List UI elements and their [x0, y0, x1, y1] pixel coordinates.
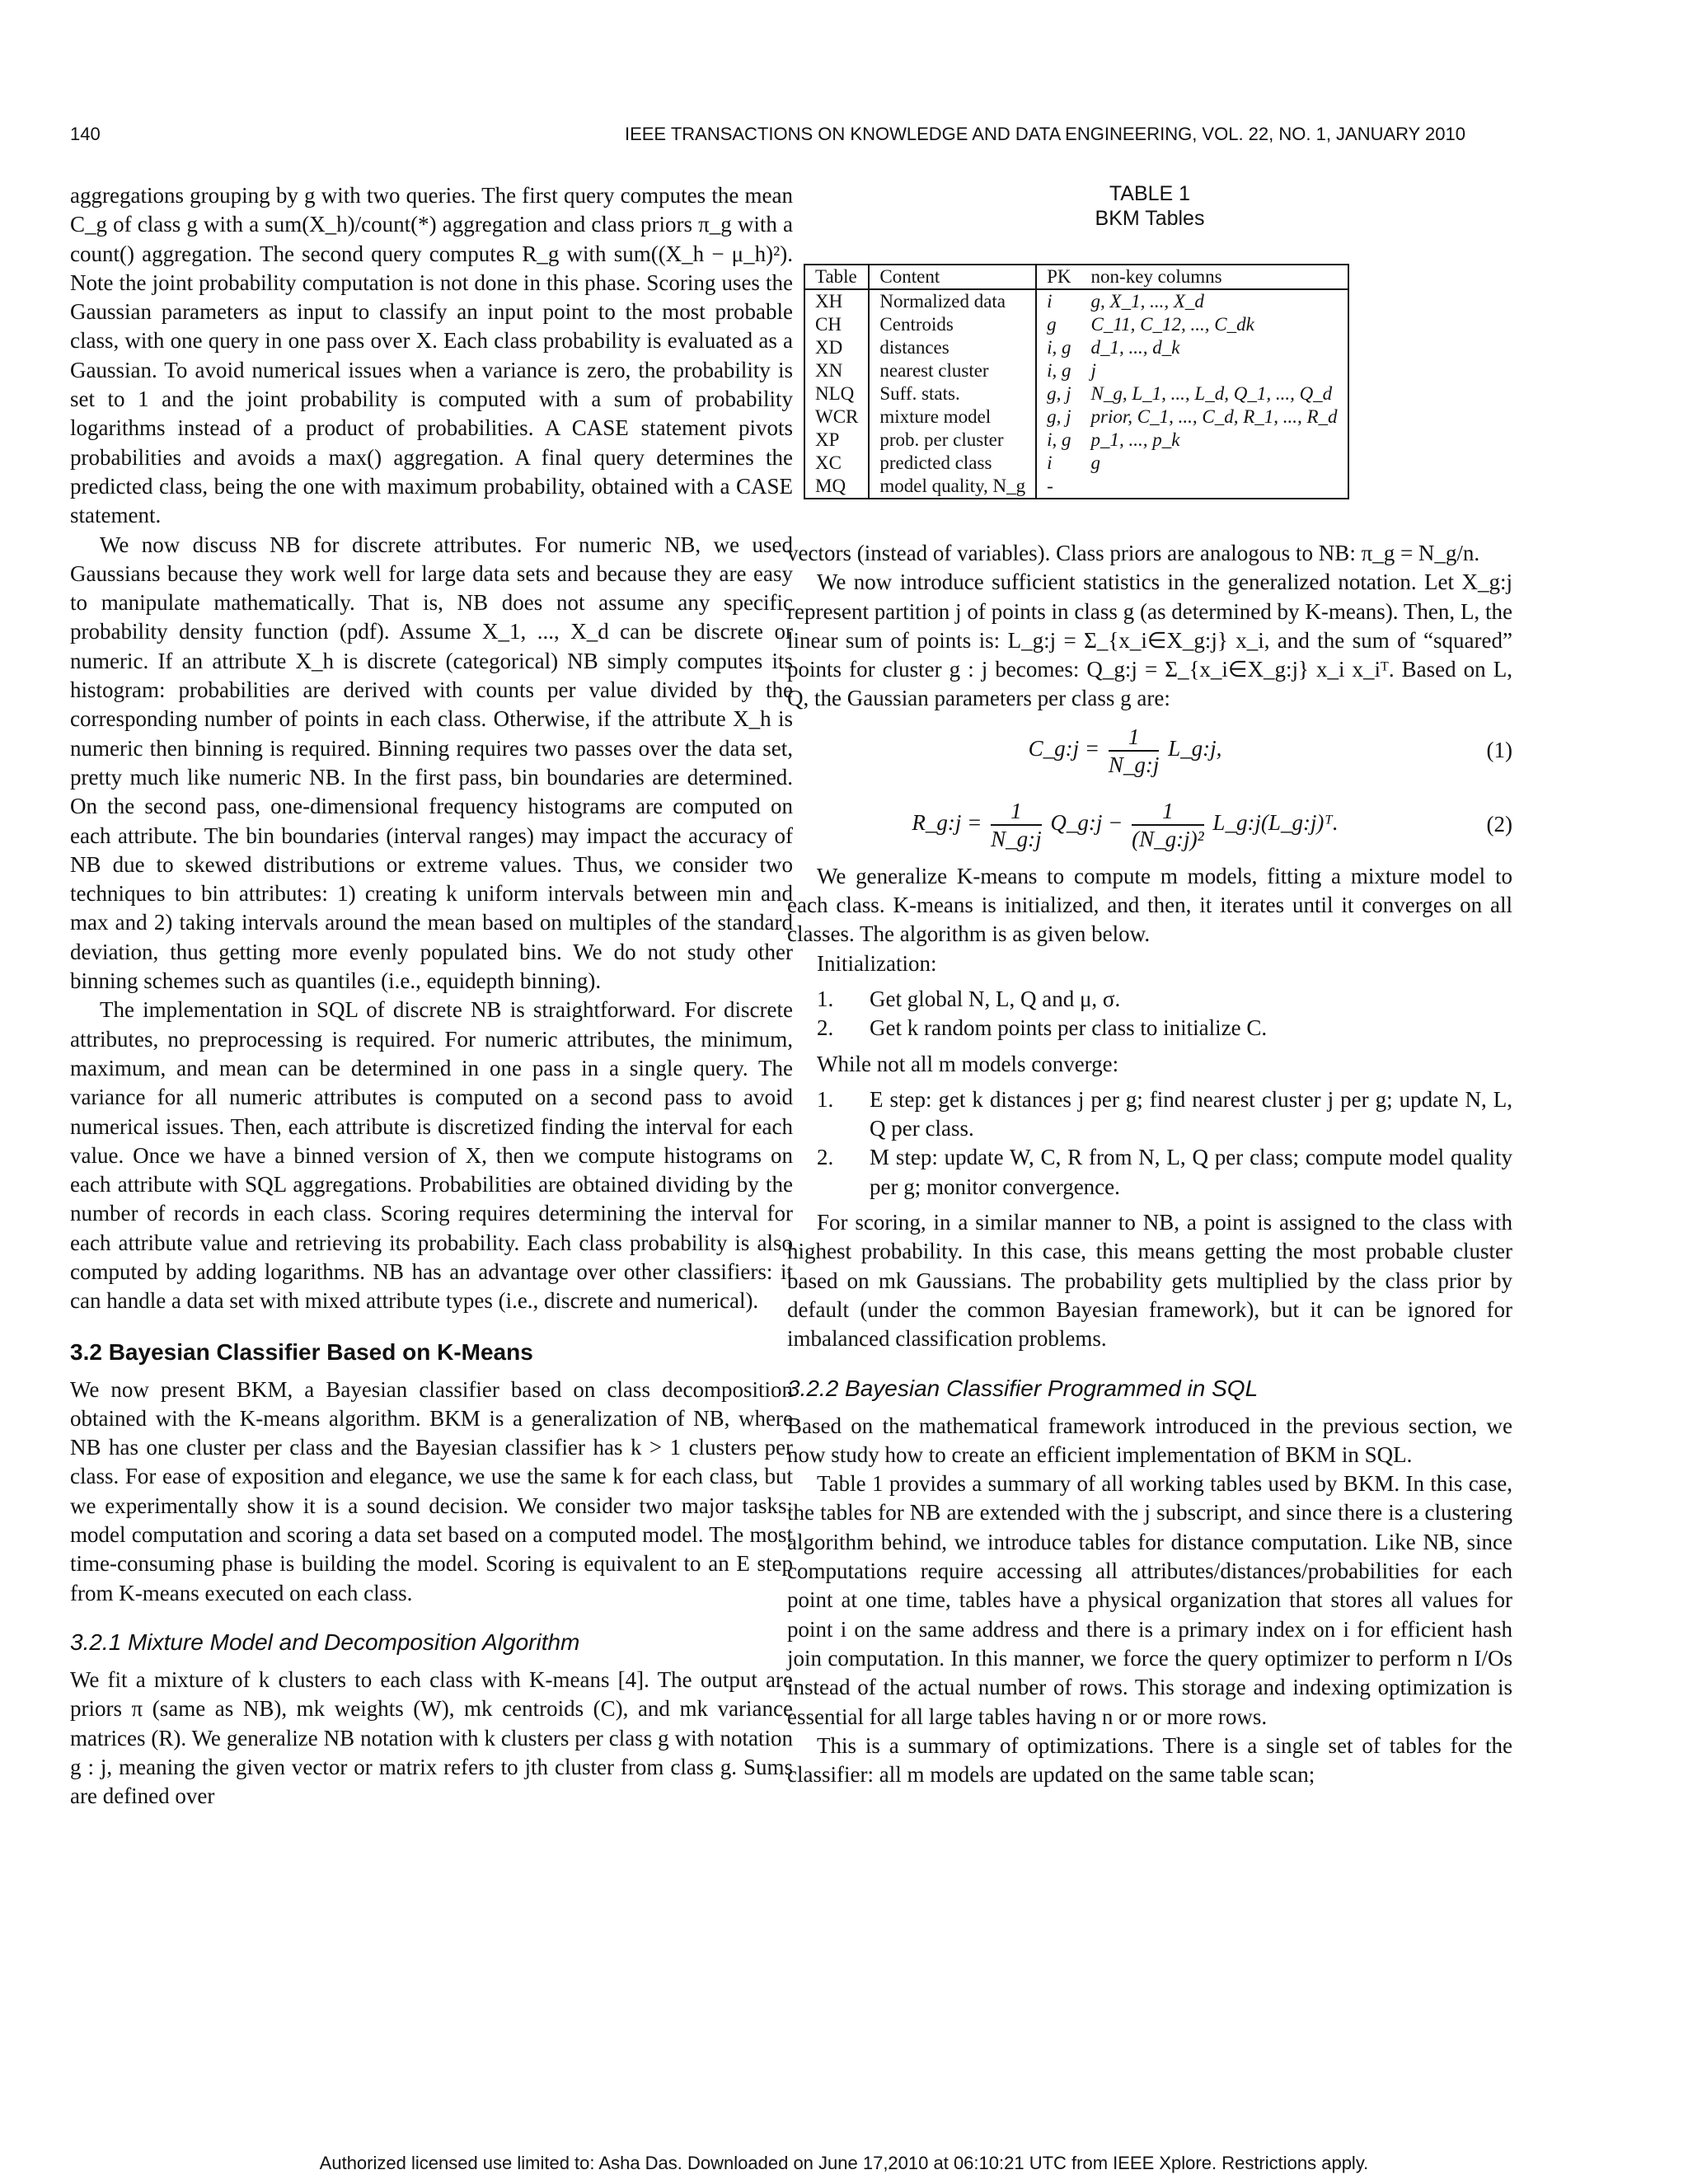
table-row	[804, 429, 1348, 452]
table-title: BKM Tables	[1095, 207, 1205, 230]
init-list	[787, 985, 1512, 1043]
table-cell: C_11, C_12, ..., C_dk	[1090, 314, 1254, 335]
table-cell: MQ	[815, 476, 846, 496]
right-column	[787, 181, 1512, 1789]
equation-number: (2)	[1486, 812, 1512, 837]
equation-2	[787, 788, 1512, 862]
table-cell: predicted class	[869, 452, 1036, 475]
table-header-cell: Table	[815, 266, 857, 287]
numerator: 1	[991, 798, 1042, 826]
table-cell: Normalized data	[869, 289, 1036, 313]
table-cell: i	[1036, 289, 1081, 313]
paragraph: We now present BKM, a Bayesian classifier based on class decomposition obtained with the K-means algorithm. BKM is a generalization of NB, where NB has one cluster per class and the Bayesian classifier has k > 1 clusters per class. For ease of exposition and elegance, we use the same k for each class, but we experimentally show it is a sound decision. We consider two major tasks: model computation and scoring a data set based on a computed model. The most time-consuming phase is building the model. Scoring is equivalent to an E step from K-means executed on each class.	[70, 1376, 793, 1605]
table-cell: i, g	[1036, 336, 1081, 359]
equation-number: (1)	[1486, 738, 1512, 763]
eq-term: C_g:j =	[1028, 735, 1100, 761]
algorithm-label: Initialization:	[817, 950, 937, 976]
table-row	[804, 313, 1348, 336]
fraction	[991, 798, 1042, 852]
table-cell: mixture model	[869, 405, 1036, 429]
table-header-cell: non-key columns	[1090, 266, 1222, 287]
table-1	[787, 181, 1512, 499]
paragraph: We now introduce sufficient statistics in the generalized notation. Let X_g:j represent partition j of points in class g (as determined by K-means). Then, L, the linear sum of points is: L_g:j = Σ_{x_i∈X_g:j} x_i, and the sum of “squared” points for cluster g : j becomes: Q_g:j = Σ_{x_i∈X_g:j} x_i x_iᵀ. Based on L, Q, the Gaussian parameters per class g are:	[787, 569, 1512, 711]
fraction	[1109, 724, 1160, 778]
paragraph: Table 1 provides a summary of all working tables used by BKM. In this case, the tables for NB are extended with the j subscript, and since there is a clustering algorithm behind, we introduce tables for distance computation. Like NB, since computations require accessing all attributes/distances/probabilities for each point at one time, tables have a physical organization that stores all values for point i on the same address and there is a primary index on i for efficient hash join computation. In this manner, we force the query optimizer to perform n I/Os instead of the actual number of rows. This storage and indexing optimization is essential for all large tables having n or or more rows.	[787, 1471, 1512, 1729]
paragraph: vectors (instead of variables). Class priors are analogous to NB: π_g = N_g/n.	[787, 541, 1480, 565]
list-item: 2. M step: update W, C, R from N, L, Q per class; compute model quality per g; monitor convergence.	[817, 1145, 1512, 1199]
table-row	[804, 475, 1348, 499]
left-column	[70, 181, 793, 1811]
table-header-cell: PK	[1036, 265, 1081, 289]
table-cell: prior, C_1, ..., C_d, R_1, ..., R_d	[1090, 406, 1338, 427]
paragraph: Based on the mathematical framework introduced in the previous section, we now study how to create an efficient implementation of BKM in SQL.	[787, 1413, 1512, 1467]
section-heading: 3.2 Bayesian Classifier Based on K-Means	[70, 1338, 533, 1365]
table-cell: p_1, ..., p_k	[1090, 429, 1180, 450]
table-cell: NLQ	[815, 383, 855, 404]
table-cell: -	[1036, 475, 1081, 499]
paragraph: This is a summary of optimizations. There is a single set of tables for the classifier: all m models are updated on the same table scan;	[787, 1732, 1512, 1788]
denominator: (N_g:j)²	[1132, 826, 1204, 851]
equation-1	[787, 714, 1512, 788]
table-cell: model quality, N_g	[869, 475, 1036, 499]
table-cell: distances	[869, 336, 1036, 359]
table-row	[804, 452, 1348, 475]
journal-header: IEEE TRANSACTIONS ON KNOWLEDGE AND DATA ENGINEERING, VOL. 22, NO. 1, JANUARY 2010	[624, 124, 1465, 144]
denominator: N_g:j	[1108, 752, 1160, 777]
table-cell: XN	[815, 360, 843, 381]
table-row	[804, 289, 1348, 313]
table-cell: nearest cluster	[869, 359, 1036, 382]
table-header-cell: Content	[869, 265, 1036, 289]
page-number: 140	[70, 124, 101, 144]
list-item: 1. E step: get k distances j per g; find nearest cluster j per g; update N, L, Q per class.	[817, 1086, 1512, 1141]
eq-term: Q_g:j −	[1050, 809, 1123, 835]
license-footer: Authorized licensed use limited to: Asha Das. Downloaded on June 17,2010 at 06:10:21 UTC from IEEE Xplore. Restrictions apply.	[319, 2153, 1369, 2173]
list-item: 2. Get k random points per class to initialize C.	[817, 1015, 1268, 1041]
table-cell: g, j	[1036, 382, 1081, 405]
table-label: TABLE 1	[1109, 182, 1191, 205]
table-cell: XP	[815, 429, 840, 450]
table-cell: i, g	[1036, 359, 1081, 382]
table-header-row	[804, 265, 1348, 289]
paragraph: We now discuss NB for discrete attributes. For numeric NB, we used Gaussians because they work well for large data sets and because they are easy to manipulate mathematically. That is, NB does not assume any specific probability density function (pdf). Assume X_1, ..., X_d can be discrete or numeric. If an attribute X_h is discrete (categorical) NB simply computes its histogram: probabilities are derived with counts per value divided by the corresponding number of points in each class. Otherwise, if the attribute X_h is numeric then binning is required. Binning requires two passes over the data set, pretty much like numeric NB. In the first pass, bin boundaries are determined. On the second pass, one-dimensional frequency histograms are computed on each attribute. The bin boundaries (interval ranges) may impact the accuracy of NB due to skewed distributions or extreme values. Thus, we consider two techniques to bin attributes: 1) creating k uniform intervals between min and max and 2) taking intervals around the mean based on multiples of the standard deviation, thus getting more evenly populated bins. We do not study other binning schemes such as quantiles (i.e., equidepth binning).	[70, 532, 793, 994]
list-item: 1. Get global N, L, Q and μ, σ.	[817, 986, 1121, 1011]
numerator: 1	[1109, 724, 1160, 752]
eq-term: L_g:j(L_g:j)ᵀ.	[1212, 809, 1339, 835]
table-cell	[1081, 475, 1348, 499]
table-cell: g, j	[1036, 405, 1081, 429]
fraction	[1132, 798, 1204, 852]
table-cell: XD	[815, 337, 843, 358]
paragraph: aggregations grouping by g with two queries. The first query computes the mean C_g of class g with a sum(X_h)/count(*) aggregation and class priors π_g with a count() aggregation. The second query computes R_g with sum((X_h − μ_h)²). Note the joint probability computation is not done in this phase. Scoring uses the Gaussian parameters as input to classify an input point to the most probable class, with one query in one pass over X. Each class probability is evaluated as a Gaussian. To avoid numerical issues when a variance is zero, the probability is set to 1 and the joint probability is computed with a sum of probability logarithms instead of a product of probabilities. A CASE statement pivots probabilities and avoids a max() aggregation. A final query determines the predicted class, being the one with maximum probability, obtained with a CASE statement.	[70, 183, 793, 528]
table-row	[804, 405, 1348, 429]
denominator: N_g:j	[991, 826, 1042, 851]
table-cell: g	[1036, 313, 1081, 336]
table-cell: Centroids	[869, 313, 1036, 336]
subsection-heading: 3.2.2 Bayesian Classifier Programmed in SQL	[787, 1375, 1259, 1401]
paragraph: For scoring, in a similar manner to NB, a point is assigned to the class with highest probability. In this case, this means getting the most probable cluster based on mk Gaussians. The probability gets multiplied by the class prior by default (under the common Bayesian framework), but it can be ignored for imbalanced classification problems.	[787, 1210, 1512, 1352]
table-row	[804, 382, 1348, 405]
table-cell: Suff. stats.	[869, 382, 1036, 405]
table-cell: g, X_1, ..., X_d	[1090, 291, 1204, 312]
numerator: 1	[1132, 798, 1204, 826]
table-cell: CH	[815, 314, 842, 335]
table-row	[804, 359, 1348, 382]
subsection-heading: 3.2.1 Mixture Model and Decomposition Algorithm	[70, 1629, 580, 1655]
table-cell: i, g	[1036, 429, 1081, 452]
table-cell: XC	[815, 452, 842, 473]
table-cell: WCR	[815, 406, 859, 427]
paragraph: We fit a mixture of k clusters to each class with K-means [4]. The output are priors π (same as NB), mk weights (W), mk centroids (C), and mk variance matrices (R). We generalize NB notation with k clusters per class g with notation g : j, meaning the given vector or matrix refers to jth cluster from class g. Sums are defined over	[70, 1666, 793, 1809]
table-cell: d_1, ..., d_k	[1090, 337, 1180, 358]
algorithm-label: While not all m models converge:	[817, 1051, 1119, 1076]
table-cell: XH	[815, 291, 843, 312]
table-cell: prob. per cluster	[869, 429, 1036, 452]
table-cell: i	[1036, 452, 1081, 475]
eq-term: R_g:j =	[912, 809, 982, 835]
bkm-table	[804, 264, 1349, 499]
paragraph: The implementation in SQL of discrete NB is straightforward. For discrete attributes, no preprocessing is required. For numeric attributes, the minimum, maximum, and mean can be determined in one pass in a single query. The variance for all numeric attributes is computed on a second pass to avoid numerical issues. Then, each attribute is discretized finding the interval for each value. Once we have a binned version of X, then we compute histograms on each attribute with SQL aggregations. Probabilities are obtained dividing by the number of records in each class. Scoring requires determining the interval for each attribute value and retrieving its probability. Each class probability is also computed by adding logarithms. NB has an advantage over other classifiers: it can handle a data set with mixed attribute types (i.e., discrete and numerical).	[70, 997, 793, 1314]
table-cell: N_g, L_1, ..., L_d, Q_1, ..., Q_d	[1090, 383, 1333, 404]
paragraph: We generalize K-means to compute m models, fitting a mixture model to each class. K-means is initialized, and then, it iterates until it converges on all classes. The algorithm is as given below.	[787, 863, 1512, 947]
table-cell: g	[1090, 452, 1101, 473]
loop-list	[787, 1085, 1512, 1202]
table-cell: j	[1090, 360, 1096, 381]
table-row	[804, 336, 1348, 359]
eq-term: L_g:j,	[1168, 735, 1222, 761]
